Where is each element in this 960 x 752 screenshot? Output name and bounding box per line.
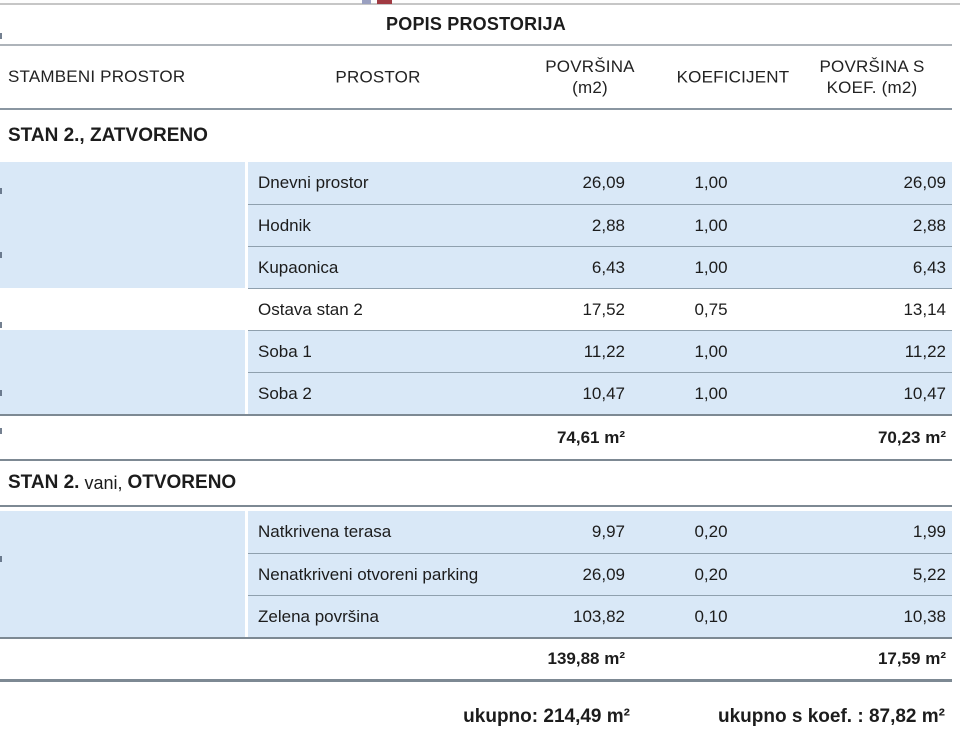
crop-artifact [0,322,2,328]
subtotal-povrsina: 74,61 m² [556,427,625,447]
room-row [0,246,952,288]
cell-povrsina: 103,82 [573,606,625,626]
cell-povrsina: 17,52 [582,299,625,319]
column-header-koeficijent: KOEFICIJENT [676,67,790,87]
cell-prostor: Natkrivena terasa [258,522,392,541]
room-row [0,288,952,330]
stambeni-prostor-cell [0,595,245,637]
room-list-table [0,5,952,682]
title-row [0,5,952,46]
section-header-stan2-vani-otvoreno: STAN 2. vani, OTVORENO [0,461,952,507]
stambeni-prostor-cell [0,162,245,204]
column-header-prostor: PROSTOR [335,67,421,87]
page-title: POPIS PROSTORIJA [386,14,566,34]
column-header-povrsina-s-koef: POVRŠINA S KOEF. (m2) [819,56,925,97]
cell-koeficijent: 0,75 [694,299,728,319]
cell-povrsina-s-koef: 10,38 [903,606,946,626]
cell-prostor: Dnevni prostor [258,173,369,192]
crop-artifact-strip [0,0,960,5]
room-row [0,372,952,414]
stambeni-prostor-cell [0,330,245,372]
grand-total-row [0,682,960,752]
room-row [0,595,952,637]
crop-artifact [0,556,2,562]
cell-povrsina: 2,88 [591,215,625,235]
stambeni-prostor-cell [0,288,245,330]
room-row [0,162,952,204]
cell-koeficijent: 1,00 [694,257,728,277]
cell-povrsina: 26,09 [582,564,625,584]
cell-povrsina: 6,43 [591,257,625,277]
stambeni-prostor-cell [0,511,245,553]
cell-povrsina-s-koef: 26,09 [903,173,946,192]
room-row [0,553,952,595]
cell-povrsina: 11,22 [583,341,625,361]
subtotal-povrsina-s-koef: 70,23 m² [877,427,946,447]
cell-povrsina-s-koef: 13,14 [903,299,946,319]
stambeni-prostor-cell [0,246,245,288]
cell-prostor: Soba 1 [258,341,312,361]
cell-koeficijent: 1,00 [694,215,728,235]
subtotal-povrsina-s-koef: 17,59 m² [877,649,946,668]
subtotal-povrsina: 139,88 m² [547,649,625,668]
crop-artifact [0,33,2,39]
crop-artifact [362,0,371,4]
crop-artifact [0,390,2,396]
cell-prostor: Zelena površina [258,606,379,626]
total-povrsina-s-koef: ukupno s koef. : 87,82 m² [718,706,945,727]
cell-povrsina-s-koef: 11,22 [904,341,946,361]
cell-koeficijent: 1,00 [694,341,728,361]
section-header-stan2-zatvoreno: STAN 2., ZATVORENO [8,125,208,146]
stambeni-prostor-cell [0,553,245,595]
cell-prostor: Hodnik [258,215,311,235]
cell-povrsina-s-koef: 1,99 [912,522,946,541]
room-row [0,204,952,246]
cell-povrsina: 10,47 [582,383,625,403]
stambeni-prostor-cell [0,204,245,246]
room-row [0,511,952,553]
subtotal-row-otvoreno [0,637,952,682]
cell-prostor: Soba 2 [258,383,312,403]
cell-povrsina-s-koef: 10,47 [903,383,946,403]
cell-povrsina-s-koef: 5,22 [912,564,946,584]
crop-artifact [0,188,2,194]
cell-povrsina-s-koef: 6,43 [912,257,946,277]
subtotal-row-zatvoreno [0,414,952,461]
column-header-row [0,46,952,110]
cell-prostor: Kupaonica [258,257,339,277]
room-row [0,330,952,372]
cell-koeficijent: 0,20 [694,564,728,584]
total-povrsina: ukupno: 214,49 m² [463,706,630,727]
cell-prostor: Nenatkriveni otvoreni parking [258,564,479,584]
crop-artifact [377,0,392,4]
column-header-povrsina: POVRŠINA (m2) [545,56,635,97]
cell-koeficijent: 0,10 [694,606,728,626]
cell-koeficijent: 0,20 [694,522,728,541]
crop-artifact [0,252,2,258]
column-header-stambeni-prostor: STAMBENI PROSTOR [8,67,186,86]
cell-prostor: Ostava stan 2 [258,299,363,319]
crop-artifact [0,428,2,434]
cell-koeficijent: 1,00 [694,383,728,403]
cell-povrsina: 26,09 [582,173,625,192]
cell-koeficijent: 1,00 [694,173,728,192]
cell-povrsina: 9,97 [591,522,625,541]
cell-povrsina-s-koef: 2,88 [912,215,946,235]
stambeni-prostor-cell [0,372,245,414]
